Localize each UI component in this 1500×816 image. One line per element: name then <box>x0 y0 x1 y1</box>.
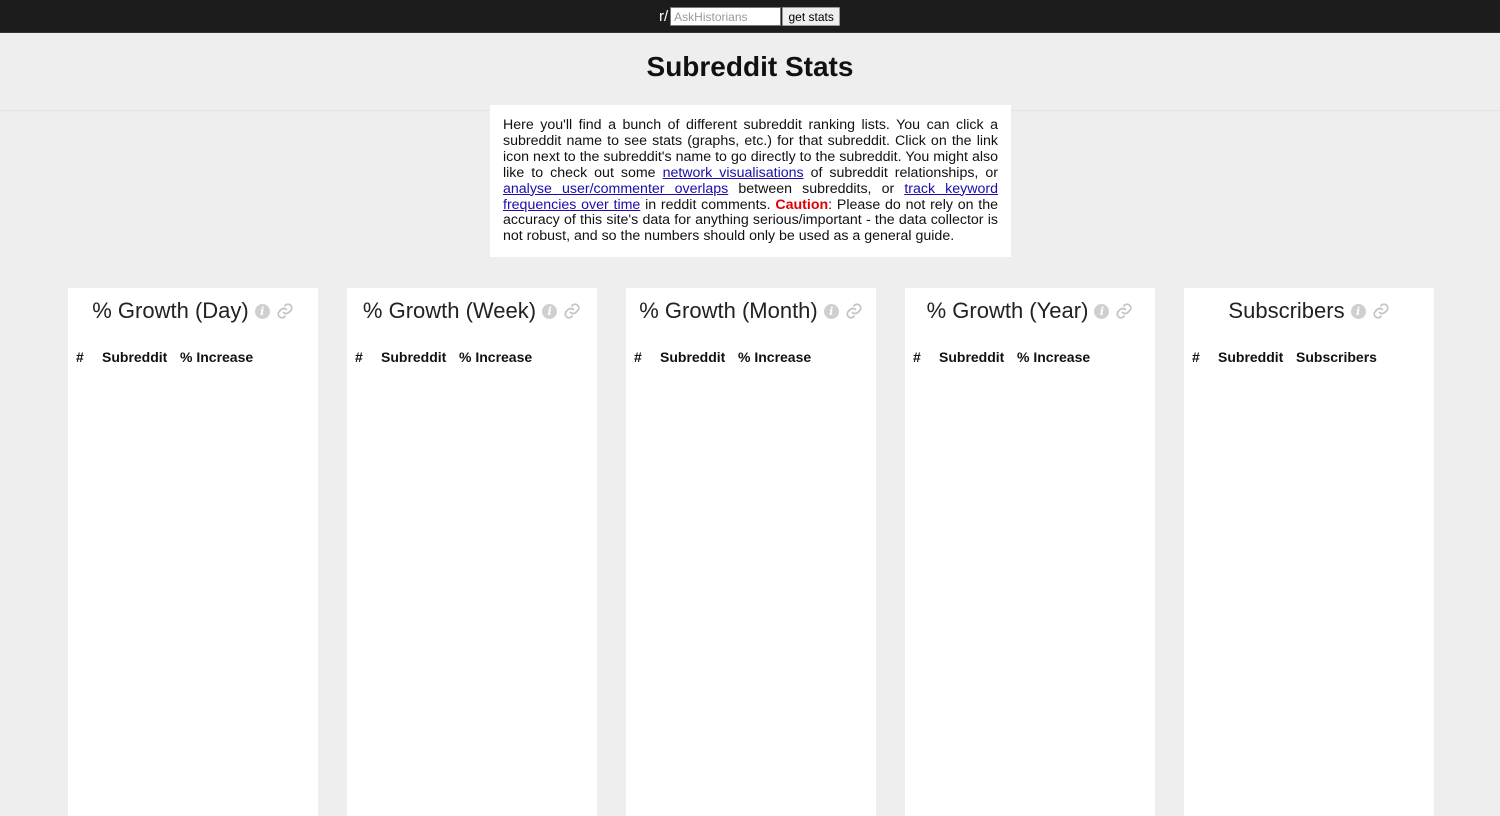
col-subreddit[interactable]: Subreddit <box>660 349 726 365</box>
col-increase[interactable]: % Increase <box>180 349 254 365</box>
panel-header <box>347 298 597 324</box>
link-icon[interactable] <box>276 302 294 320</box>
info-icon[interactable]: i <box>542 304 557 319</box>
keyword-frequencies-link[interactable]: track keyword frequencies over time <box>503 180 999 213</box>
intro-text-part: Here you'll find a bunch of different subreddit ranking lists. You can click a subreddit name to see stats (graphs, etc.) for that subreddit. Click on the link icon next to the subreddit's name to go directly to the subreddit. You might also like to check out some <box>503 117 998 181</box>
col-rank: # <box>634 349 642 365</box>
subreddit-search <box>659 7 840 26</box>
subreddit-input[interactable] <box>670 7 781 26</box>
intro-text-part: of subreddit relationships, or <box>803 164 998 181</box>
col-rank: # <box>1192 349 1200 365</box>
caution-label: Caution <box>775 196 829 213</box>
col-subreddit[interactable]: Subreddit <box>939 349 1005 365</box>
panel-title: % Growth (Year) <box>926 298 1089 323</box>
col-rank: # <box>355 349 363 365</box>
panel-growth-week <box>347 288 597 816</box>
col-increase[interactable]: % Increase <box>1017 349 1091 365</box>
col-rank: # <box>76 349 84 365</box>
panel-header <box>68 298 318 324</box>
col-subreddit[interactable]: Subreddit <box>381 349 447 365</box>
link-icon[interactable] <box>1115 302 1133 320</box>
panel-growth-day <box>68 288 318 816</box>
intro-text-part: : Please do not rely on the accuracy of this site's data for anything serious/important - the data collector is not robust, and so the numbers should only be used as a general guide. <box>503 196 999 245</box>
user-overlaps-link[interactable]: analyse user/commenter overlaps <box>503 180 729 197</box>
info-icon[interactable]: i <box>1351 304 1366 319</box>
panel-title: Subscribers <box>1228 298 1345 323</box>
panel-growth-year <box>905 288 1155 816</box>
intro-text <box>490 105 1011 257</box>
col-subreddit[interactable]: Subreddit <box>102 349 168 365</box>
panel-title: % Growth (Week) <box>362 298 537 323</box>
top-bar <box>0 0 1500 33</box>
info-icon[interactable]: i <box>1094 304 1109 319</box>
panel-subscribers <box>1184 288 1434 816</box>
intro-text-part: in reddit comments. <box>640 196 776 213</box>
panel-header <box>626 298 876 324</box>
network-visualisations-link[interactable]: network visualisations <box>662 164 804 181</box>
col-increase[interactable]: % Increase <box>459 349 533 365</box>
col-subscribers[interactable]: Subscribers <box>1296 349 1377 365</box>
info-icon[interactable]: i <box>824 304 839 319</box>
intro-text-part: between subreddits, or <box>728 180 905 197</box>
panel-title: % Growth (Month) <box>639 298 818 323</box>
link-icon[interactable] <box>845 302 863 320</box>
panel-title: % Growth (Day) <box>92 298 249 323</box>
info-icon[interactable]: i <box>255 304 270 319</box>
subreddit-prefix: r/ <box>659 8 669 25</box>
link-icon[interactable] <box>563 302 581 320</box>
panel-header <box>1184 298 1434 324</box>
page-title: Subreddit Stats <box>646 51 854 82</box>
panel-growth-month <box>626 288 876 816</box>
link-icon[interactable] <box>1372 302 1390 320</box>
col-subreddit[interactable]: Subreddit <box>1218 349 1284 365</box>
col-rank: # <box>913 349 921 365</box>
panel-header <box>905 298 1155 324</box>
get-stats-button[interactable]: get stats <box>782 7 840 26</box>
col-increase[interactable]: % Increase <box>738 349 812 365</box>
